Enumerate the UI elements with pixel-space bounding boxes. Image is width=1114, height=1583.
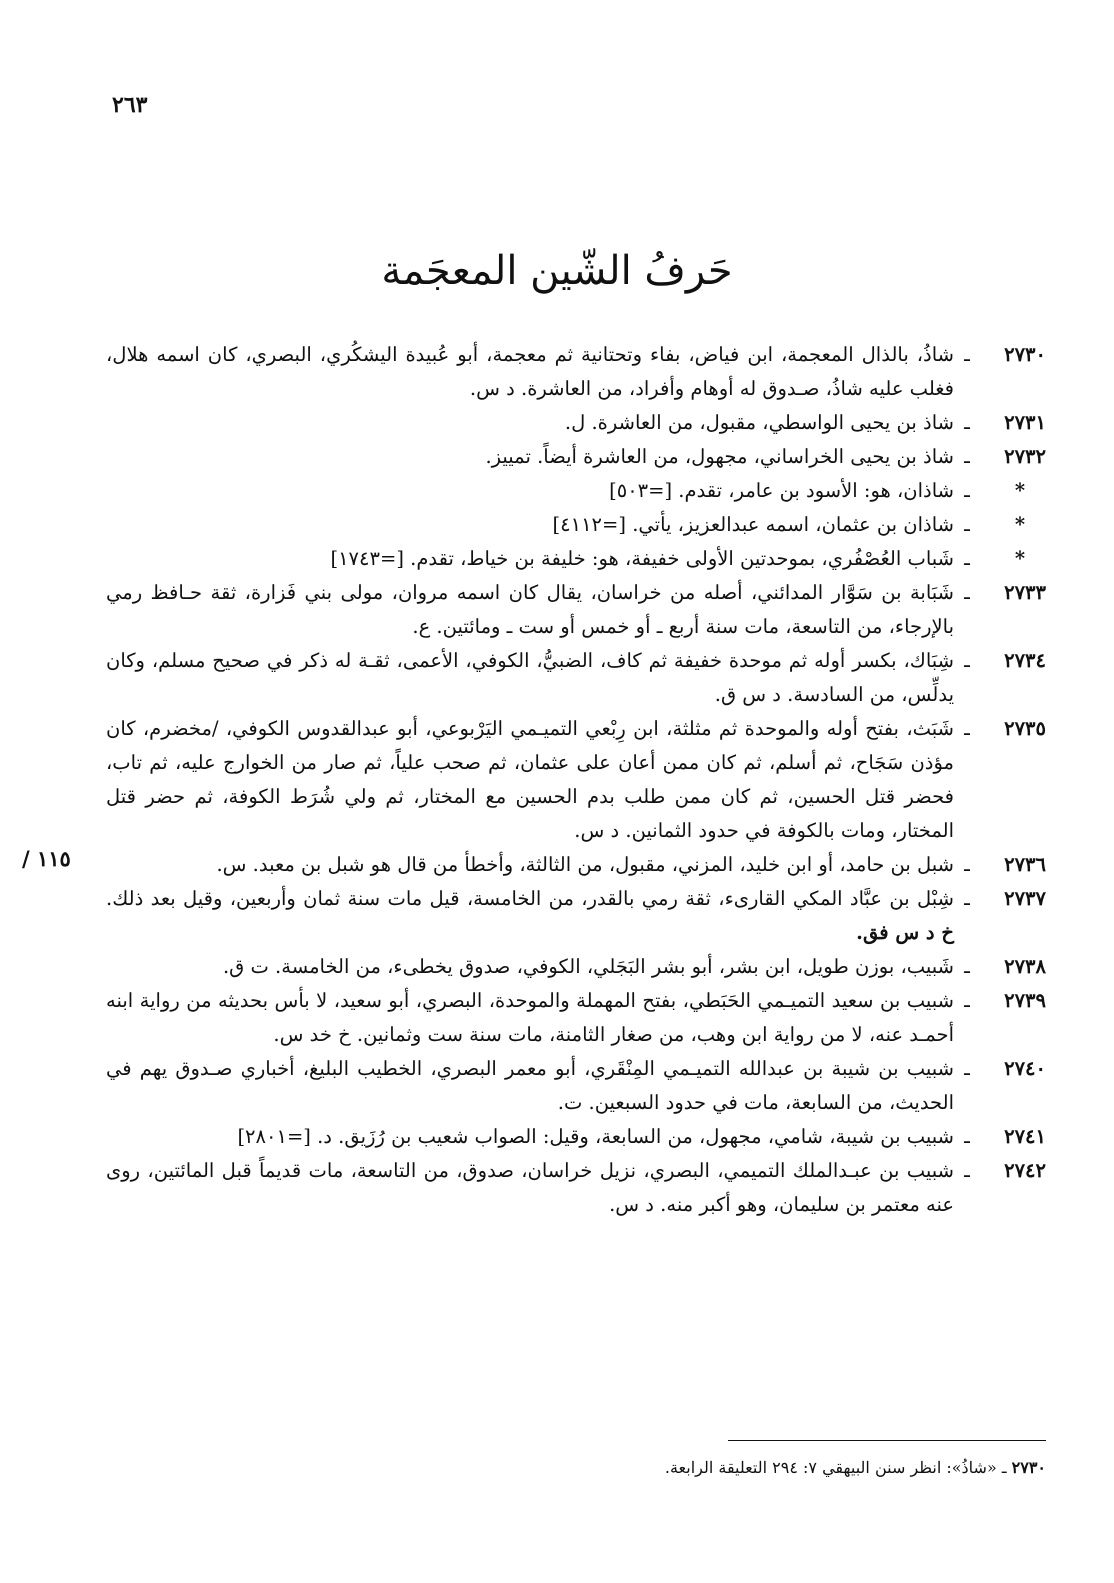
entry-number: ٢٧٣٣ (1004, 581, 1046, 604)
entry-text: شبيب بن شيبة، شامي، مجهول، من السابعة، وقيل: الصواب شعيب بن رُزَيق. د. [=٢٨٠١] (237, 1125, 954, 1148)
entry (106, 950, 1046, 984)
entry-number: ٢٧٤١ (1004, 1125, 1046, 1148)
entry-sigla: خ د س فق. (856, 921, 954, 944)
entry-dash: ـ (964, 955, 970, 978)
entry-number: ٢٧٣٥ (1004, 717, 1046, 740)
entry-dash: ـ (964, 411, 970, 434)
entry-text: شِبَاك، بكسر أوله ثم موحدة خفيفة ثم كاف، الضبيُّ، الكوفي، الأعمى، ثقـة له ذكر في صحيح مسلم، وكان يدلِّس، من السادسة. د س ق. (106, 649, 954, 706)
entry (106, 848, 1046, 882)
entry (106, 1120, 1046, 1154)
entry-number: ٢٧٤٠ (1004, 1057, 1046, 1080)
entry-number: ٢٧٣١ (1004, 411, 1046, 434)
entry-dash: ـ (964, 887, 970, 910)
entry-text: شاذُ، بالذال المعجمة، ابن فياض، بفاء وتحتانية ثم معجمة، أبو عُبيدة اليشكُري، البصري، كان اسمه هلال، فغلب عليه شاذُ، صـدوق له أوهام وأفراد، من العاشرة. د س. (106, 343, 954, 400)
footnote-text: «شاذُ»: انظر سنن البيهقي ٧: ٢٩٤ التعليقة الرابعة. (664, 1458, 997, 1477)
chapter-heading: حَرفُ الشّين المعجَمة (381, 248, 733, 294)
entry-number: ٢٧٣٠ (1004, 343, 1046, 366)
footnote-divider (728, 1440, 1046, 1441)
entry-dash: ـ (964, 1159, 970, 1182)
entry-number: ٢٧٤٢ (1004, 1159, 1046, 1182)
entry-dash: ـ (964, 479, 970, 502)
entry-number: ٢٧٣٧ (1004, 887, 1046, 910)
entry (106, 576, 1046, 644)
entry (106, 1052, 1046, 1120)
entry-dash: ـ (964, 581, 970, 604)
entry-text: شاذ بن يحيى الواسطي، مقبول، من العاشرة. ل. (564, 411, 954, 434)
entry-dash: ـ (964, 547, 970, 570)
entry-text: شبل بن حامد، أو ابن خليد، المزني، مقبول، من الثالثة، وأخطأ من قال هو شبل بن معبد. س. (216, 853, 954, 876)
cross-ref-entry (106, 508, 1046, 542)
entry-dash: ـ (964, 1125, 970, 1148)
asterisk-marker: * (1014, 479, 1026, 502)
entry-text: شَبيب، بوزن طويل، ابن بشر، أبو بشر البَجَلي، الكوفي، صدوق يخطىء، من الخامسة. ت ق. (222, 955, 954, 978)
entry-dash: ـ (964, 989, 970, 1012)
page-number: ٢٦٣ (112, 92, 148, 118)
footnote-dash: ـ (1001, 1458, 1007, 1477)
entry-number: ٢٧٣٢ (1004, 445, 1046, 468)
entry (106, 440, 1046, 474)
entry (106, 882, 1046, 950)
entry-text: شاذ بن يحيى الخراساني، مجهول، من العاشرة أيضاً. تمييز. (485, 445, 954, 468)
entry-text: شاذان بن عثمان، اسمه عبدالعزيز، يأتي. [=٤١١٢] (552, 513, 954, 536)
entry-dash: ـ (964, 445, 970, 468)
entry (106, 712, 1046, 848)
entry-text: شبيب بن سعيد التميـمي الحَبَطي، بفتح المهملة والموحدة، البصري، أبو سعيد، لا بأس بحديثه من رواية ابنه أحمـد عنه، لا من رواية ابن وهب، من صغار الثامنة، مات سنة ست وثمانين. خ خد س. (106, 989, 954, 1046)
entry (106, 406, 1046, 440)
asterisk-marker: * (1014, 547, 1026, 570)
entry-dash: ـ (964, 853, 970, 876)
entry (106, 338, 1046, 406)
asterisk-marker: * (1014, 513, 1026, 536)
entry-text: شبيب بن عبـدالملك التميمي، البصري، نزيل خراسان، صدوق، من التاسعة، مات قديماً قبل المائتين، روى عنه معتمر بن سليمان، وهو أكبر منه. د س. (106, 1159, 954, 1216)
entry-number: ٢٧٣٩ (1004, 989, 1046, 1012)
entry-dash: ـ (964, 513, 970, 536)
entry-dash: ـ (964, 649, 970, 672)
entry-text: شاذان، هو: الأسود بن عامر، تقدم. [=٥٠٣] (609, 479, 954, 502)
entry (106, 644, 1046, 712)
cross-ref-entry (106, 474, 1046, 508)
entry-text-body: شِبْل بن عبَّاد المكي القارىء، ثقة رمي بالقدر، من الخامسة، قيل مات سنة ثمان وأربعين، وقيل بعد ذلك. (106, 887, 954, 910)
entry-number: ٢٧٣٤ (1004, 649, 1046, 672)
footnote (106, 1455, 1046, 1481)
entry-text: شبيب بن شيبة بن عبدالله التميـمي المِنْقَري، أبو معمر البصري، الخطيب البليغ، أخباري صـدوق يهم في الحديث، من السابعة، مات في حدود السبعين. ت. (106, 1057, 954, 1114)
cross-ref-entry (106, 542, 1046, 576)
entry-dash: ـ (964, 1057, 970, 1080)
margin-note: ١١٥ / (22, 846, 71, 871)
footnote-number: ٢٧٣٠ (1011, 1458, 1046, 1477)
entry-text (106, 882, 954, 950)
entries-list (106, 338, 1046, 1222)
entry-text: شَبَابة بن سَوَّار المدائني، أصله من خراسان، يقال كان اسمه مروان، مولى بني فَزارة، ثقة حـافظ رمي بالإرجاء، من التاسعة، مات سنة أربع ـ أو خمس أو ست ـ ومائتين. ع. (106, 581, 954, 638)
entry-dash: ـ (964, 717, 970, 740)
entry-text: شَباب العُصْفُري، بموحدتين الأولى خفيفة، هو: خليفة بن خياط، تقدم. [=١٧٤٣] (330, 547, 954, 570)
entry (106, 984, 1046, 1052)
entry-dash: ـ (964, 343, 970, 366)
entry-number: ٢٧٣٨ (1004, 955, 1046, 978)
entry (106, 1154, 1046, 1222)
entry-number: ٢٧٣٦ (1004, 853, 1046, 876)
entry-text: شَبَث، بفتح أوله والموحدة ثم مثلثة، ابن رِبْعي التميـمي اليَرْبوعي، أبو عبدالقدوس الكوفي، /مخضرم، كان مؤذن سَجَاح، ثم أسلم، ثم كان ممن أعان على عثمان، ثم صحب علياً، ثم صار من الخوارج عليه، ثم تاب، فحضر قتل الحسين، ثم كان ممن طلب بدم الحسين مع المختار، ثم ولي شُرَط الكوفة، ثم حضر قتل المختار، ومات بالكوفة في حدود الثمانين. د س. (106, 717, 954, 842)
